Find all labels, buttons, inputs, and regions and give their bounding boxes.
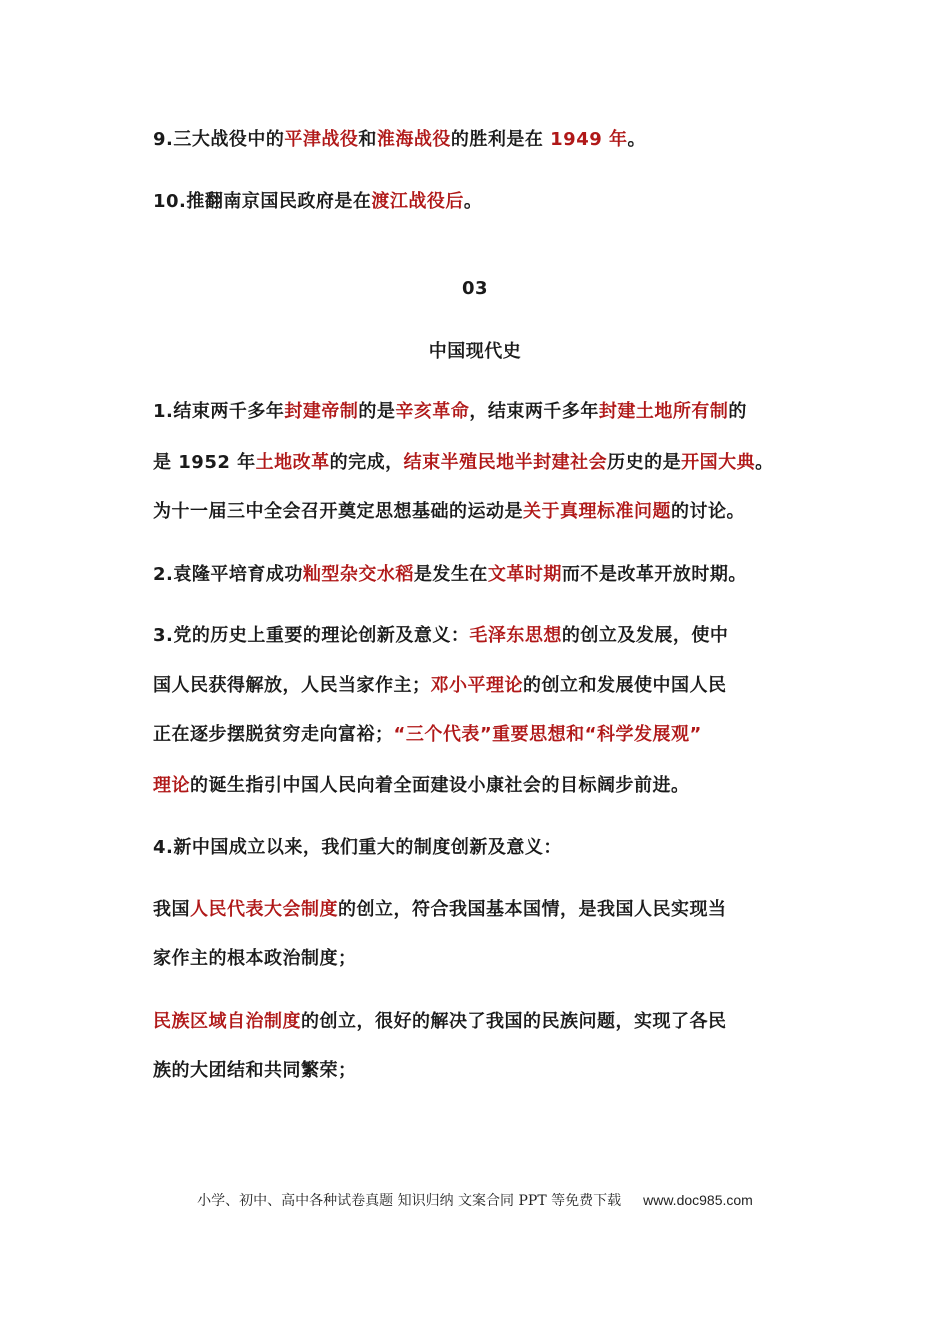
- highlight: 开国大典: [681, 452, 756, 473]
- text: 的创立，符合我国基本国情，是我国人民实现当: [338, 899, 727, 920]
- text: 国人民获得解放，人民当家作主；: [153, 675, 431, 696]
- text: 是发生在: [413, 564, 488, 585]
- text: 而不是改革开放时期。: [561, 564, 747, 585]
- text: 的是: [358, 401, 396, 422]
- highlight: 理论: [153, 775, 190, 796]
- s4-p1-line-2: 家作主的根本政治制度；: [153, 948, 357, 969]
- text: 的创立和发展使中国人民: [523, 675, 727, 696]
- text: 。: [755, 452, 774, 473]
- text: 的完成，: [329, 452, 404, 473]
- text: 的创立及发展，使中: [561, 625, 729, 646]
- highlight: 人民代表大会制度: [190, 899, 338, 920]
- text: 9.三大战役中的: [153, 129, 285, 150]
- highlight: 平津战役: [284, 129, 359, 150]
- footer-url: www.doc985.com: [643, 1192, 753, 1208]
- text: 的: [728, 401, 747, 422]
- s2-line: [153, 563, 747, 587]
- highlight: 淮海战役: [376, 129, 451, 150]
- s4-p2-line-2: 族的大团结和共同繁荣；: [153, 1060, 357, 1081]
- section-number: 03: [461, 278, 489, 299]
- text: 正在逐步摆脱贫穷走向富裕；: [153, 724, 394, 745]
- highlight: 民族区域自治制度: [153, 1011, 301, 1032]
- text: 10.推翻南京国民政府是在: [153, 191, 372, 212]
- highlight: 封建帝制: [284, 401, 359, 422]
- text: 的创立，很好的解决了我国的民族问题，实现了各民: [301, 1011, 727, 1032]
- footer-text: 小学、初中、高中各种试卷真题 知识归纳 文案合同 PPT 等免费下载: [197, 1193, 622, 1209]
- text: 的胜利是在: [450, 129, 551, 150]
- s3-line-3: [153, 723, 702, 747]
- text: 是 1952 年: [153, 452, 256, 473]
- s4-p1-line-1: [153, 898, 727, 922]
- text: 2.袁隆平培育成功: [153, 564, 303, 585]
- text: 的诞生指引中国人民向着全面建设小康社会的目标阔步前进。: [190, 775, 690, 796]
- item-10: [153, 190, 482, 214]
- s4-heading: 4.新中国成立以来，我们重大的制度创新及意义：: [153, 837, 562, 858]
- text: 历史的是: [607, 452, 682, 473]
- s1-line-2: [153, 451, 774, 475]
- item-9: [153, 128, 646, 152]
- highlight: 结束半殖民地半封建社会: [403, 452, 608, 473]
- highlight: 毛泽东思想: [469, 625, 562, 646]
- text: 。: [627, 129, 647, 150]
- s3-line-2: [153, 674, 727, 698]
- highlight: 辛亥革命: [395, 401, 470, 422]
- section-title: 中国现代史: [428, 341, 522, 362]
- text: 我国: [153, 899, 190, 920]
- s3-line-1: [153, 624, 728, 648]
- highlight: 渡江战役后: [371, 191, 464, 212]
- highlight: 封建土地所有制: [598, 401, 729, 422]
- text: ，结束两千多年: [469, 401, 599, 422]
- text: 和: [358, 129, 377, 150]
- s3-line-4: [153, 774, 690, 798]
- s1-line-1: [153, 400, 747, 424]
- highlight: 邓小平理论: [430, 675, 523, 696]
- highlight: 土地改革: [255, 452, 330, 473]
- highlight: 籼型杂交水稻: [302, 564, 414, 585]
- page-footer: [0, 1190, 950, 1211]
- text: 1.结束两千多年: [153, 401, 285, 422]
- text: 为十一届三中全会召开奠定思想基础的运动是: [153, 501, 523, 522]
- text: 3.党的历史上重要的理论创新及意义：: [153, 625, 470, 646]
- text: 。: [463, 191, 483, 212]
- highlight: 关于真理标准问题: [523, 501, 671, 522]
- highlight: “三个代表”重要思想和“科学发展观”: [393, 724, 702, 745]
- s1-line-3: [153, 500, 745, 524]
- highlight: 1949 年: [550, 129, 628, 150]
- text: 的讨论。: [671, 501, 745, 522]
- s4-p2-line-1: [153, 1010, 727, 1034]
- highlight: 文革时期: [487, 564, 562, 585]
